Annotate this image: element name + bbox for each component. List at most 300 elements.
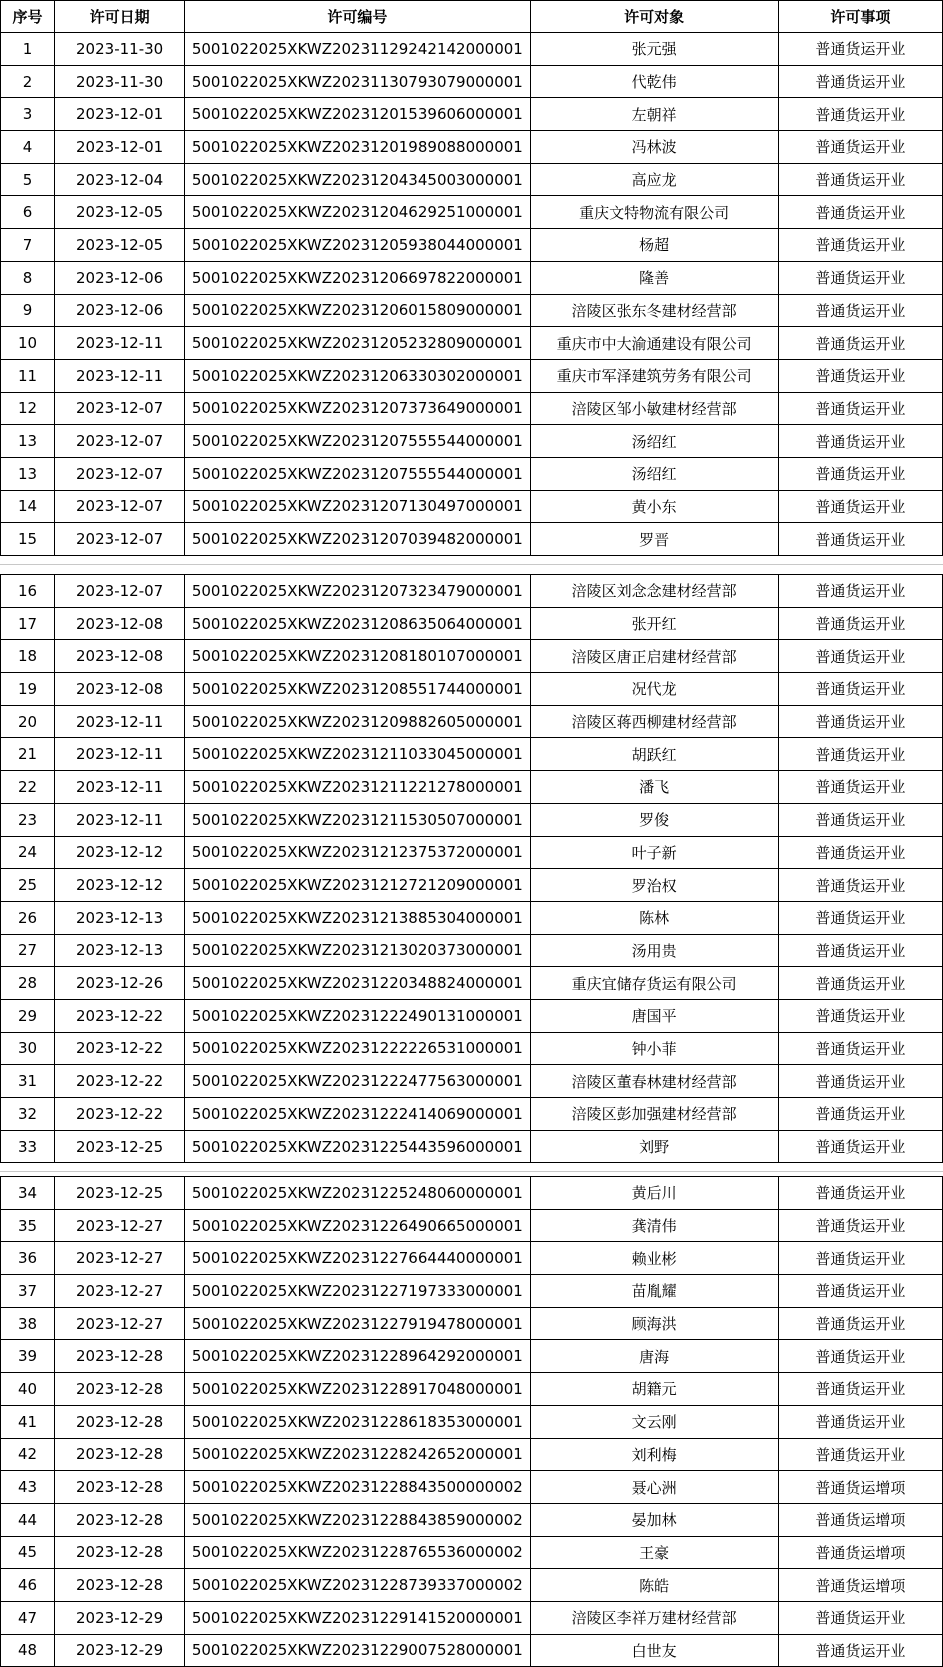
cell-date: 2023-12-28 (55, 1405, 185, 1438)
cell-serial: 44 (1, 1503, 55, 1536)
cell-serial: 13 (1, 425, 55, 458)
cell-date: 2023-12-07 (55, 457, 185, 490)
cell-permit-holder: 汤绍红 (530, 425, 778, 458)
cell-permit-number: 5001022025XKWZ20231201989088000001 (185, 131, 530, 164)
cell-date: 2023-12-28 (55, 1373, 185, 1406)
table-row (1, 33, 943, 66)
cell-permit-holder: 陈皓 (530, 1569, 778, 1602)
table-row (1, 523, 943, 556)
table-row (1, 196, 943, 229)
cell-permit-number: 5001022025XKWZ20231228618353000001 (185, 1405, 530, 1438)
table-row (1, 1177, 943, 1210)
cell-permit-item: 普通货运开业 (778, 392, 942, 425)
cell-permit-holder: 刘野 (530, 1130, 778, 1163)
table-row (1, 1601, 943, 1634)
cell-permit-holder: 涪陵区彭加强建材经营部 (530, 1098, 778, 1131)
cell-permit-number: 5001022025XKWZ20231228843859000002 (185, 1503, 530, 1536)
cell-serial: 9 (1, 294, 55, 327)
cell-permit-holder: 重庆文特物流有限公司 (530, 196, 778, 229)
cell-date: 2023-12-07 (55, 575, 185, 608)
cell-permit-item: 普通货运开业 (778, 131, 942, 164)
cell-date: 2023-12-11 (55, 359, 185, 392)
cell-serial: 17 (1, 607, 55, 640)
cell-permit-number: 5001022025XKWZ20231205232809000001 (185, 327, 530, 360)
table-row (1, 1503, 943, 1536)
cell-permit-item: 普通货运开业 (778, 457, 942, 490)
cell-permit-holder: 隆善 (530, 261, 778, 294)
cell-serial: 22 (1, 771, 55, 804)
cell-permit-number: 5001022025XKWZ20231227919478000001 (185, 1307, 530, 1340)
table-row (1, 1242, 943, 1275)
cell-permit-holder: 张元强 (530, 33, 778, 66)
cell-permit-number: 5001022025XKWZ20231229141520000001 (185, 1601, 530, 1634)
cell-permit-item: 普通货运开业 (778, 999, 942, 1032)
header-permit-number: 许可编号 (185, 1, 530, 33)
cell-permit-number: 5001022025XKWZ20231213020373000001 (185, 934, 530, 967)
table-row (1, 673, 943, 706)
cell-permit-holder: 苗胤耀 (530, 1275, 778, 1308)
cell-date: 2023-12-05 (55, 196, 185, 229)
table-row (1, 803, 943, 836)
cell-permit-number: 5001022025XKWZ20231208180107000001 (185, 640, 530, 673)
cell-date: 2023-12-28 (55, 1471, 185, 1504)
cell-permit-number: 5001022025XKWZ20231226490665000001 (185, 1209, 530, 1242)
cell-date: 2023-12-28 (55, 1569, 185, 1602)
cell-serial: 2 (1, 65, 55, 98)
cell-permit-number: 5001022025XKWZ20231205938044000001 (185, 229, 530, 262)
cell-permit-holder: 赖业彬 (530, 1242, 778, 1275)
cell-permit-holder: 潘飞 (530, 771, 778, 804)
cell-serial: 27 (1, 934, 55, 967)
cell-permit-number: 5001022025XKWZ20231207323479000001 (185, 575, 530, 608)
cell-permit-item: 普通货运开业 (778, 803, 942, 836)
permit-table-section-1 (0, 0, 943, 556)
cell-date: 2023-12-29 (55, 1601, 185, 1634)
cell-serial: 37 (1, 1275, 55, 1308)
cell-date: 2023-12-07 (55, 490, 185, 523)
table-row (1, 999, 943, 1032)
cell-date: 2023-12-01 (55, 98, 185, 131)
cell-permit-number: 5001022025XKWZ20231208635064000001 (185, 607, 530, 640)
cell-permit-number: 5001022025XKWZ20231129242142000001 (185, 33, 530, 66)
table-row (1, 1634, 943, 1667)
cell-serial: 16 (1, 575, 55, 608)
cell-permit-holder: 罗晋 (530, 523, 778, 556)
cell-date: 2023-12-28 (55, 1536, 185, 1569)
cell-permit-item: 普通货运增项 (778, 1569, 942, 1602)
cell-serial: 47 (1, 1601, 55, 1634)
cell-serial: 28 (1, 967, 55, 1000)
cell-permit-holder: 涪陵区邹小敏建材经营部 (530, 392, 778, 425)
cell-serial: 38 (1, 1307, 55, 1340)
cell-permit-item: 普通货运开业 (778, 1307, 942, 1340)
cell-permit-holder: 黄后川 (530, 1177, 778, 1210)
cell-date: 2023-12-28 (55, 1438, 185, 1471)
page-break-divider (0, 564, 943, 565)
cell-permit-number: 5001022025XKWZ20231228917048000001 (185, 1373, 530, 1406)
header-permit-item: 许可事项 (778, 1, 942, 33)
cell-serial: 18 (1, 640, 55, 673)
cell-permit-item: 普通货运开业 (778, 934, 942, 967)
cell-date: 2023-12-11 (55, 803, 185, 836)
cell-date: 2023-11-30 (55, 65, 185, 98)
cell-permit-item: 普通货运开业 (778, 1098, 942, 1131)
cell-date: 2023-12-22 (55, 999, 185, 1032)
cell-serial: 40 (1, 1373, 55, 1406)
cell-permit-item: 普通货运开业 (778, 163, 942, 196)
cell-serial: 5 (1, 163, 55, 196)
cell-date: 2023-12-27 (55, 1275, 185, 1308)
cell-permit-item: 普通货运开业 (778, 425, 942, 458)
table-row (1, 457, 943, 490)
cell-date: 2023-12-26 (55, 967, 185, 1000)
cell-permit-item: 普通货运开业 (778, 1634, 942, 1667)
table-row (1, 1275, 943, 1308)
cell-serial: 45 (1, 1536, 55, 1569)
table-row (1, 738, 943, 771)
cell-date: 2023-12-28 (55, 1503, 185, 1536)
cell-permit-number: 5001022025XKWZ20231211530507000001 (185, 803, 530, 836)
table-row (1, 869, 943, 902)
cell-date: 2023-12-08 (55, 673, 185, 706)
cell-permit-holder: 涪陵区董春林建材经营部 (530, 1065, 778, 1098)
cell-serial: 19 (1, 673, 55, 706)
cell-permit-holder: 涪陵区蒋西柳建材经营部 (530, 705, 778, 738)
cell-date: 2023-12-25 (55, 1130, 185, 1163)
cell-permit-item: 普通货运开业 (778, 705, 942, 738)
table-row (1, 1471, 943, 1504)
cell-permit-item: 普通货运开业 (778, 523, 942, 556)
table-row (1, 65, 943, 98)
cell-date: 2023-12-08 (55, 607, 185, 640)
cell-permit-number: 5001022025XKWZ20231225248060000001 (185, 1177, 530, 1210)
cell-permit-holder: 唐国平 (530, 999, 778, 1032)
cell-serial: 31 (1, 1065, 55, 1098)
cell-date: 2023-12-12 (55, 836, 185, 869)
cell-permit-holder: 叶子新 (530, 836, 778, 869)
cell-permit-holder: 张开红 (530, 607, 778, 640)
cell-date: 2023-12-06 (55, 294, 185, 327)
table-row (1, 1569, 943, 1602)
cell-permit-item: 普通货运开业 (778, 327, 942, 360)
cell-permit-number: 5001022025XKWZ20231228765536000002 (185, 1536, 530, 1569)
cell-date: 2023-12-13 (55, 901, 185, 934)
cell-permit-number: 5001022025XKWZ20231222477563000001 (185, 1065, 530, 1098)
cell-permit-item: 普通货运开业 (778, 65, 942, 98)
table-row (1, 1373, 943, 1406)
table-row (1, 1536, 943, 1569)
cell-date: 2023-12-27 (55, 1307, 185, 1340)
cell-permit-number: 5001022025XKWZ20231209882605000001 (185, 705, 530, 738)
table-body (1, 33, 943, 556)
cell-permit-item: 普通货运开业 (778, 836, 942, 869)
cell-date: 2023-12-11 (55, 705, 185, 738)
cell-serial: 11 (1, 359, 55, 392)
cell-date: 2023-12-12 (55, 869, 185, 902)
table-row (1, 771, 943, 804)
cell-date: 2023-11-30 (55, 33, 185, 66)
cell-serial: 25 (1, 869, 55, 902)
cell-permit-holder: 唐海 (530, 1340, 778, 1373)
cell-permit-item: 普通货运开业 (778, 1209, 942, 1242)
cell-date: 2023-12-27 (55, 1242, 185, 1275)
permit-table-section-2 (0, 574, 943, 1163)
cell-permit-number: 5001022025XKWZ20231207039482000001 (185, 523, 530, 556)
cell-permit-holder: 汤绍红 (530, 457, 778, 490)
table-row (1, 392, 943, 425)
cell-permit-holder: 白世友 (530, 1634, 778, 1667)
cell-serial: 39 (1, 1340, 55, 1373)
cell-permit-item: 普通货运开业 (778, 738, 942, 771)
cell-permit-number: 5001022025XKWZ20231227664440000001 (185, 1242, 530, 1275)
cell-permit-holder: 汤用贵 (530, 934, 778, 967)
cell-permit-number: 5001022025XKWZ20231201539606000001 (185, 98, 530, 131)
table-row (1, 131, 943, 164)
cell-permit-holder: 钟小菲 (530, 1032, 778, 1065)
cell-serial: 13 (1, 457, 55, 490)
table-row (1, 359, 943, 392)
cell-date: 2023-12-28 (55, 1340, 185, 1373)
cell-permit-item: 普通货运增项 (778, 1536, 942, 1569)
cell-permit-number: 5001022025XKWZ20231204629251000001 (185, 196, 530, 229)
cell-serial: 8 (1, 261, 55, 294)
cell-date: 2023-12-07 (55, 523, 185, 556)
cell-permit-item: 普通货运开业 (778, 33, 942, 66)
cell-serial: 1 (1, 33, 55, 66)
table-row (1, 607, 943, 640)
cell-permit-number: 5001022025XKWZ20231211221278000001 (185, 771, 530, 804)
cell-permit-holder: 黄小东 (530, 490, 778, 523)
cell-serial: 20 (1, 705, 55, 738)
cell-permit-number: 5001022025XKWZ20231207555544000001 (185, 425, 530, 458)
cell-serial: 6 (1, 196, 55, 229)
cell-permit-holder: 刘利梅 (530, 1438, 778, 1471)
table-row (1, 934, 943, 967)
cell-serial: 10 (1, 327, 55, 360)
cell-serial: 14 (1, 490, 55, 523)
cell-permit-item: 普通货运开业 (778, 1242, 942, 1275)
table-row (1, 229, 943, 262)
cell-serial: 12 (1, 392, 55, 425)
table-row (1, 163, 943, 196)
cell-permit-number: 5001022025XKWZ20231204345003000001 (185, 163, 530, 196)
cell-date: 2023-12-11 (55, 771, 185, 804)
cell-permit-holder: 重庆市军泽建筑劳务有限公司 (530, 359, 778, 392)
cell-permit-number: 5001022025XKWZ20231207373649000001 (185, 392, 530, 425)
table-row (1, 1032, 943, 1065)
cell-date: 2023-12-29 (55, 1634, 185, 1667)
cell-serial: 46 (1, 1569, 55, 1602)
cell-permit-number: 5001022025XKWZ20231206697822000001 (185, 261, 530, 294)
table-body (1, 575, 943, 1163)
cell-permit-holder: 顾海洪 (530, 1307, 778, 1340)
cell-permit-holder: 左朝祥 (530, 98, 778, 131)
header-serial: 序号 (1, 1, 55, 33)
table-row (1, 640, 943, 673)
cell-permit-item: 普通货运开业 (778, 196, 942, 229)
cell-permit-item: 普通货运开业 (778, 261, 942, 294)
table-row (1, 836, 943, 869)
cell-serial: 3 (1, 98, 55, 131)
cell-permit-holder: 罗治权 (530, 869, 778, 902)
cell-permit-item: 普通货运开业 (778, 1177, 942, 1210)
cell-serial: 35 (1, 1209, 55, 1242)
cell-date: 2023-12-27 (55, 1209, 185, 1242)
cell-date: 2023-12-04 (55, 163, 185, 196)
cell-permit-number: 5001022025XKWZ20231213885304000001 (185, 901, 530, 934)
cell-serial: 15 (1, 523, 55, 556)
cell-serial: 29 (1, 999, 55, 1032)
cell-permit-number: 5001022025XKWZ20231229007528000001 (185, 1634, 530, 1667)
cell-permit-number: 5001022025XKWZ20231206015809000001 (185, 294, 530, 327)
cell-permit-item: 普通货运开业 (778, 229, 942, 262)
cell-serial: 24 (1, 836, 55, 869)
cell-permit-item: 普通货运开业 (778, 294, 942, 327)
cell-permit-holder: 罗俊 (530, 803, 778, 836)
table-row (1, 1065, 943, 1098)
table-row (1, 967, 943, 1000)
cell-date: 2023-12-06 (55, 261, 185, 294)
cell-permit-item: 普通货运开业 (778, 359, 942, 392)
cell-permit-item: 普通货运开业 (778, 1032, 942, 1065)
cell-permit-holder: 涪陵区刘念念建材经营部 (530, 575, 778, 608)
table-row (1, 490, 943, 523)
table-row (1, 1438, 943, 1471)
cell-permit-item: 普通货运增项 (778, 1471, 942, 1504)
cell-permit-number: 5001022025XKWZ20231212721209000001 (185, 869, 530, 902)
cell-permit-holder: 涪陵区唐正启建材经营部 (530, 640, 778, 673)
cell-permit-holder: 陈林 (530, 901, 778, 934)
cell-serial: 41 (1, 1405, 55, 1438)
cell-serial: 43 (1, 1471, 55, 1504)
cell-serial: 33 (1, 1130, 55, 1163)
cell-permit-item: 普通货运增项 (778, 1503, 942, 1536)
cell-permit-item: 普通货运开业 (778, 490, 942, 523)
page-break-divider (0, 1171, 943, 1172)
cell-permit-number: 5001022025XKWZ20231206330302000001 (185, 359, 530, 392)
cell-permit-item: 普通货运开业 (778, 1601, 942, 1634)
cell-permit-number: 5001022025XKWZ20231212375372000001 (185, 836, 530, 869)
table-body (1, 1177, 943, 1667)
cell-permit-number: 5001022025XKWZ20231228964292000001 (185, 1340, 530, 1373)
cell-permit-number: 5001022025XKWZ20231228242652000001 (185, 1438, 530, 1471)
cell-permit-item: 普通货运开业 (778, 640, 942, 673)
cell-date: 2023-12-22 (55, 1065, 185, 1098)
cell-date: 2023-12-07 (55, 392, 185, 425)
cell-permit-item: 普通货运开业 (778, 771, 942, 804)
cell-permit-item: 普通货运开业 (778, 575, 942, 608)
table-row (1, 901, 943, 934)
cell-date: 2023-12-11 (55, 738, 185, 771)
cell-serial: 32 (1, 1098, 55, 1131)
cell-permit-item: 普通货运开业 (778, 1373, 942, 1406)
cell-permit-number: 5001022025XKWZ20231228739337000002 (185, 1569, 530, 1602)
header-date: 许可日期 (55, 1, 185, 33)
cell-permit-holder: 重庆宜储存货运有限公司 (530, 967, 778, 1000)
table-row (1, 327, 943, 360)
cell-permit-item: 普通货运开业 (778, 869, 942, 902)
cell-date: 2023-12-01 (55, 131, 185, 164)
cell-date: 2023-12-13 (55, 934, 185, 967)
cell-serial: 23 (1, 803, 55, 836)
cell-permit-number: 5001022025XKWZ20231220348824000001 (185, 967, 530, 1000)
cell-permit-number: 5001022025XKWZ20231227197333000001 (185, 1275, 530, 1308)
table-row (1, 575, 943, 608)
cell-permit-item: 普通货运开业 (778, 98, 942, 131)
cell-serial: 48 (1, 1634, 55, 1667)
cell-permit-item: 普通货运开业 (778, 967, 942, 1000)
cell-serial: 26 (1, 901, 55, 934)
cell-permit-number: 5001022025XKWZ20231208551744000001 (185, 673, 530, 706)
table-row (1, 1307, 943, 1340)
cell-permit-item: 普通货运开业 (778, 901, 942, 934)
cell-permit-holder: 晏加林 (530, 1503, 778, 1536)
cell-date: 2023-12-22 (55, 1098, 185, 1131)
cell-permit-holder: 高应龙 (530, 163, 778, 196)
cell-permit-holder: 重庆市中大渝通建设有限公司 (530, 327, 778, 360)
cell-permit-holder: 王豪 (530, 1536, 778, 1569)
cell-permit-holder: 胡跃红 (530, 738, 778, 771)
cell-permit-holder: 杨超 (530, 229, 778, 262)
cell-permit-holder: 冯林波 (530, 131, 778, 164)
cell-serial: 34 (1, 1177, 55, 1210)
cell-date: 2023-12-08 (55, 640, 185, 673)
cell-permit-number: 5001022025XKWZ20231222490131000001 (185, 999, 530, 1032)
permit-table-section-3 (0, 1176, 943, 1667)
cell-permit-holder: 胡籍元 (530, 1373, 778, 1406)
cell-date: 2023-12-07 (55, 425, 185, 458)
cell-permit-item: 普通货运开业 (778, 1405, 942, 1438)
cell-permit-number: 5001022025XKWZ20231207555544000001 (185, 457, 530, 490)
cell-permit-item: 普通货运开业 (778, 607, 942, 640)
cell-permit-holder: 聂心洲 (530, 1471, 778, 1504)
cell-permit-holder: 文云刚 (530, 1405, 778, 1438)
cell-permit-holder: 况代龙 (530, 673, 778, 706)
table-row (1, 1209, 943, 1242)
table-row (1, 1098, 943, 1131)
cell-permit-number: 5001022025XKWZ20231222414069000001 (185, 1098, 530, 1131)
table-header-row (1, 1, 943, 33)
table-row (1, 294, 943, 327)
cell-permit-item: 普通货运开业 (778, 1065, 942, 1098)
cell-permit-item: 普通货运开业 (778, 673, 942, 706)
table-row (1, 425, 943, 458)
cell-serial: 42 (1, 1438, 55, 1471)
cell-permit-holder: 涪陵区张东冬建材经营部 (530, 294, 778, 327)
cell-date: 2023-12-05 (55, 229, 185, 262)
table-row (1, 1340, 943, 1373)
cell-permit-number: 5001022025XKWZ20231211033045000001 (185, 738, 530, 771)
cell-serial: 30 (1, 1032, 55, 1065)
cell-permit-number: 5001022025XKWZ20231222226531000001 (185, 1032, 530, 1065)
cell-date: 2023-12-22 (55, 1032, 185, 1065)
cell-permit-holder: 代乾伟 (530, 65, 778, 98)
cell-serial: 4 (1, 131, 55, 164)
table-row (1, 1130, 943, 1163)
cell-permit-item: 普通货运开业 (778, 1340, 942, 1373)
cell-permit-number: 5001022025XKWZ20231225443596000001 (185, 1130, 530, 1163)
cell-serial: 21 (1, 738, 55, 771)
cell-permit-item: 普通货运开业 (778, 1130, 942, 1163)
cell-permit-item: 普通货运开业 (778, 1275, 942, 1308)
cell-permit-number: 5001022025XKWZ20231207130497000001 (185, 490, 530, 523)
table-row (1, 98, 943, 131)
cell-date: 2023-12-11 (55, 327, 185, 360)
table-row (1, 1405, 943, 1438)
cell-permit-item: 普通货运开业 (778, 1438, 942, 1471)
cell-permit-number: 5001022025XKWZ20231130793079000001 (185, 65, 530, 98)
cell-serial: 7 (1, 229, 55, 262)
